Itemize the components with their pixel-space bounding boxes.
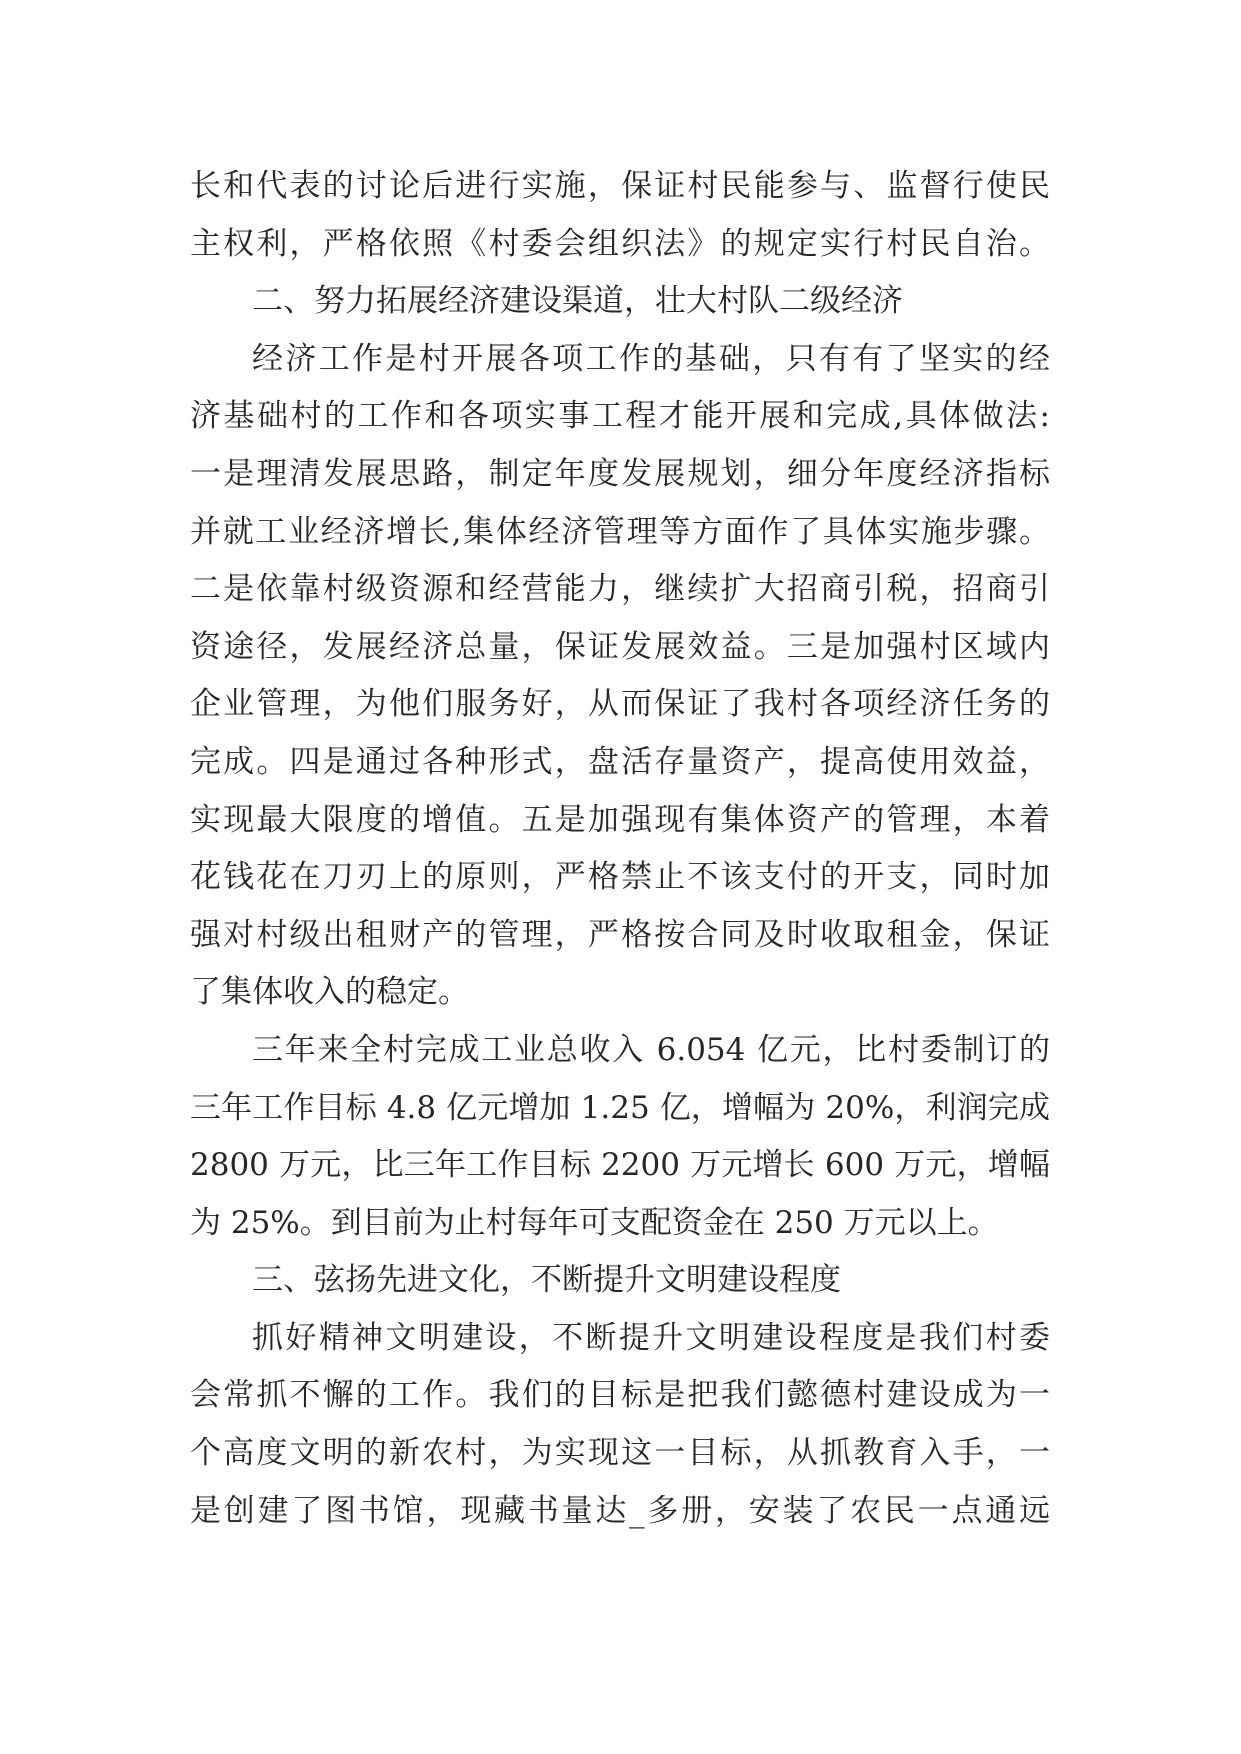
text-line: 强对村级出租财产的管理，严格按合同及时收取租金，保证 [190, 916, 1050, 953]
text-line: 了集体收入的稳定。 [190, 974, 469, 1011]
section-heading: 二、努力拓展经济建设渠道，壮大村队二级经济 [252, 283, 903, 320]
text-line: 三年工作目标 4.8 亿元增加 1.25 亿，增幅为 20%，利润完成 [190, 1089, 1050, 1126]
text-line: 个高度文明的新农村，为实现这一目标，从抓教育入手，一 [190, 1435, 1050, 1472]
text-line: 三年来全村完成工业总收入 6.054 亿元，比村委制订的 [252, 1031, 1050, 1068]
text-line: 企业管理，为他们服务好，从而保证了我村各项经济任务的 [190, 686, 1050, 723]
text-line: 资途径，发展经济总量，保证发展效益。三是加强村区域内 [190, 628, 1050, 665]
text-line: 经济工作是村开展各项工作的基础，只有有了坚实的经 [252, 340, 1050, 377]
text-line: 济基础村的工作和各项实事工程才能开展和完成,具体做法: [190, 398, 1050, 435]
text-line: 完成。四是通过各种形式，盘活存量资产，提高使用效益， [190, 743, 1050, 780]
text-line: 2800 万元，比三年工作目标 2200 万元增长 600 万元，增幅 [190, 1147, 1050, 1184]
text-line: 花钱花在刀刃上的原则，严格禁止不该支付的开支，同时加 [190, 859, 1050, 896]
text-line: 二是依靠村级资源和经营能力，继续扩大招商引税，招商引 [190, 571, 1050, 608]
text-line: 并就工业经济增长,集体经济管理等方面作了具体实施步骤。 [190, 513, 1050, 550]
text-line: 为 25%。到目前为止村每年可支配资金在 250 万元以上。 [190, 1204, 999, 1241]
section-heading: 三、弦扬先进文化，不断提升文明建设程度 [252, 1262, 841, 1299]
text-line: 实现最大限度的增值。五是加强现有集体资产的管理，本着 [190, 801, 1050, 838]
text-line: 一是理清发展思路，制定年度发展规划，细分年度经济指标 [190, 455, 1050, 492]
text-line: 抓好精神文明建设，不断提升文明建设程度是我们村委 [252, 1319, 1050, 1356]
text-line: 长和代表的讨论后进行实施，保证村民能参与、监督行使民 [190, 168, 1050, 204]
text-line: 主权利，严格依照《村委会组织法》的规定实行村民自治。 [190, 225, 1050, 262]
document-body [190, 158, 1050, 1540]
text-line: 是创建了图书馆，现藏书量达_多册，安装了农民一点通远 [190, 1492, 1050, 1529]
text-line: 会常抓不懈的工作。我们的目标是把我们懿德村建设成为一 [190, 1377, 1050, 1414]
